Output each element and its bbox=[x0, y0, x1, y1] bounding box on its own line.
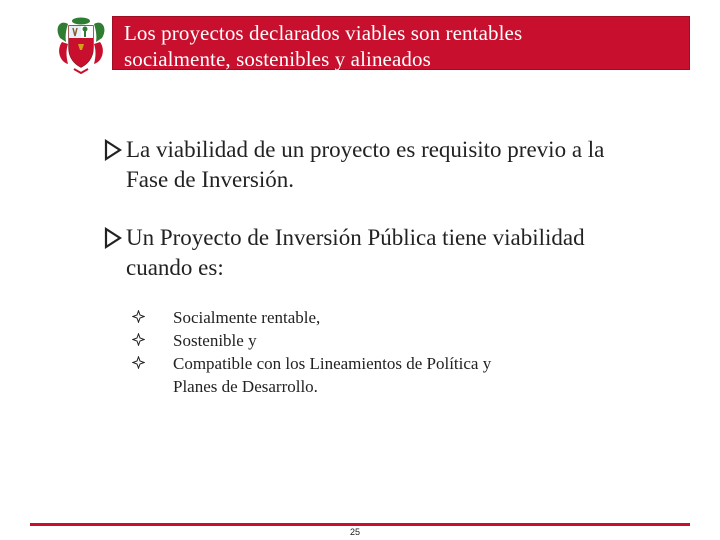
sub-item bbox=[130, 306, 590, 329]
sub-item-text: Sostenible y bbox=[173, 331, 257, 350]
sub-item-continuation: Planes de Desarrollo. bbox=[173, 377, 318, 396]
coat-of-arms-icon bbox=[56, 16, 106, 74]
page-title bbox=[124, 20, 522, 72]
sub-item bbox=[130, 329, 590, 352]
bullet-text: Un Proyecto de Inversión Pública tiene viabilidad cuando es: bbox=[126, 225, 585, 280]
outline-star-icon bbox=[132, 310, 145, 323]
footer-divider bbox=[30, 523, 690, 526]
title-line-2: socialmente, sostenibles y alineados bbox=[124, 47, 431, 71]
page-number: 25 bbox=[349, 527, 360, 537]
sub-item-text: Compatible con los Lineamientos de Política y bbox=[173, 354, 492, 373]
title-bar bbox=[112, 16, 690, 70]
outline-star-icon bbox=[132, 333, 145, 346]
bullet-text: La viabilidad de un proyecto es requisito previo a la Fase de Inversión. bbox=[126, 137, 605, 192]
arrow-bullet-icon bbox=[104, 227, 122, 249]
bullet-item bbox=[104, 223, 644, 283]
sub-item bbox=[130, 352, 590, 375]
outline-star-icon bbox=[132, 356, 145, 369]
arrow-bullet-icon bbox=[104, 139, 122, 161]
bullet-item bbox=[104, 135, 644, 195]
title-line-1: Los proyectos declarados viables son rentables bbox=[124, 21, 523, 45]
sub-list bbox=[130, 306, 590, 398]
sub-item-text: Socialmente rentable, bbox=[173, 308, 321, 327]
